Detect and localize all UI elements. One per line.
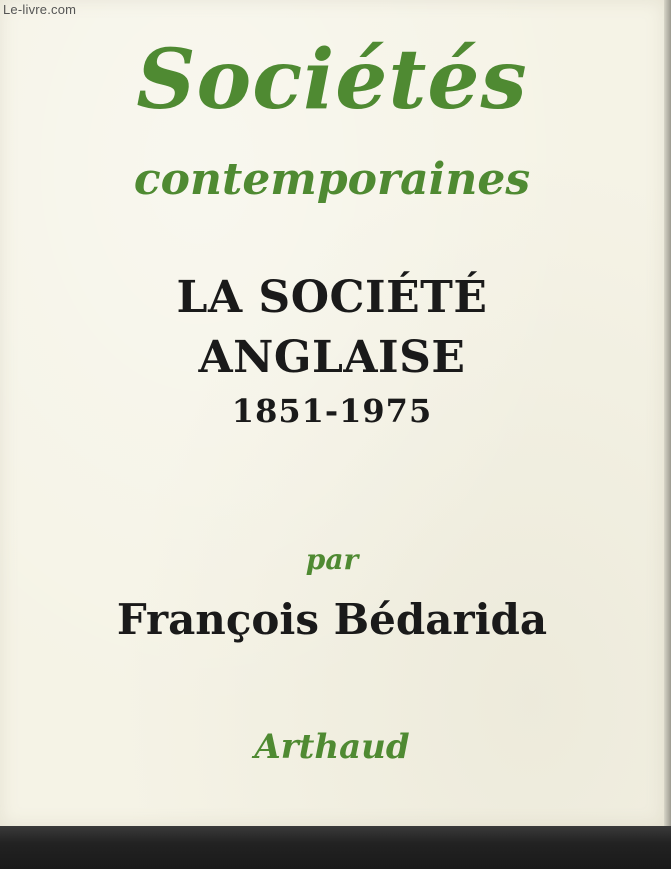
book-title-line-1: LA SOCIÉTÉ [176, 272, 488, 323]
author-name: François Bédarida [116, 595, 548, 644]
book-title-line-2: ANGLAISE [198, 332, 466, 383]
series-title: Sociétés [136, 32, 528, 128]
background-surface [0, 826, 671, 869]
by-label: par [305, 543, 359, 576]
site-watermark: Le-livre.com [3, 2, 77, 17]
cover-edge-shadow [664, 0, 671, 826]
publisher-name: Arthaud [254, 727, 410, 767]
book-years: 1851-1975 [231, 392, 433, 430]
series-subtitle: contemporaines [133, 154, 531, 205]
